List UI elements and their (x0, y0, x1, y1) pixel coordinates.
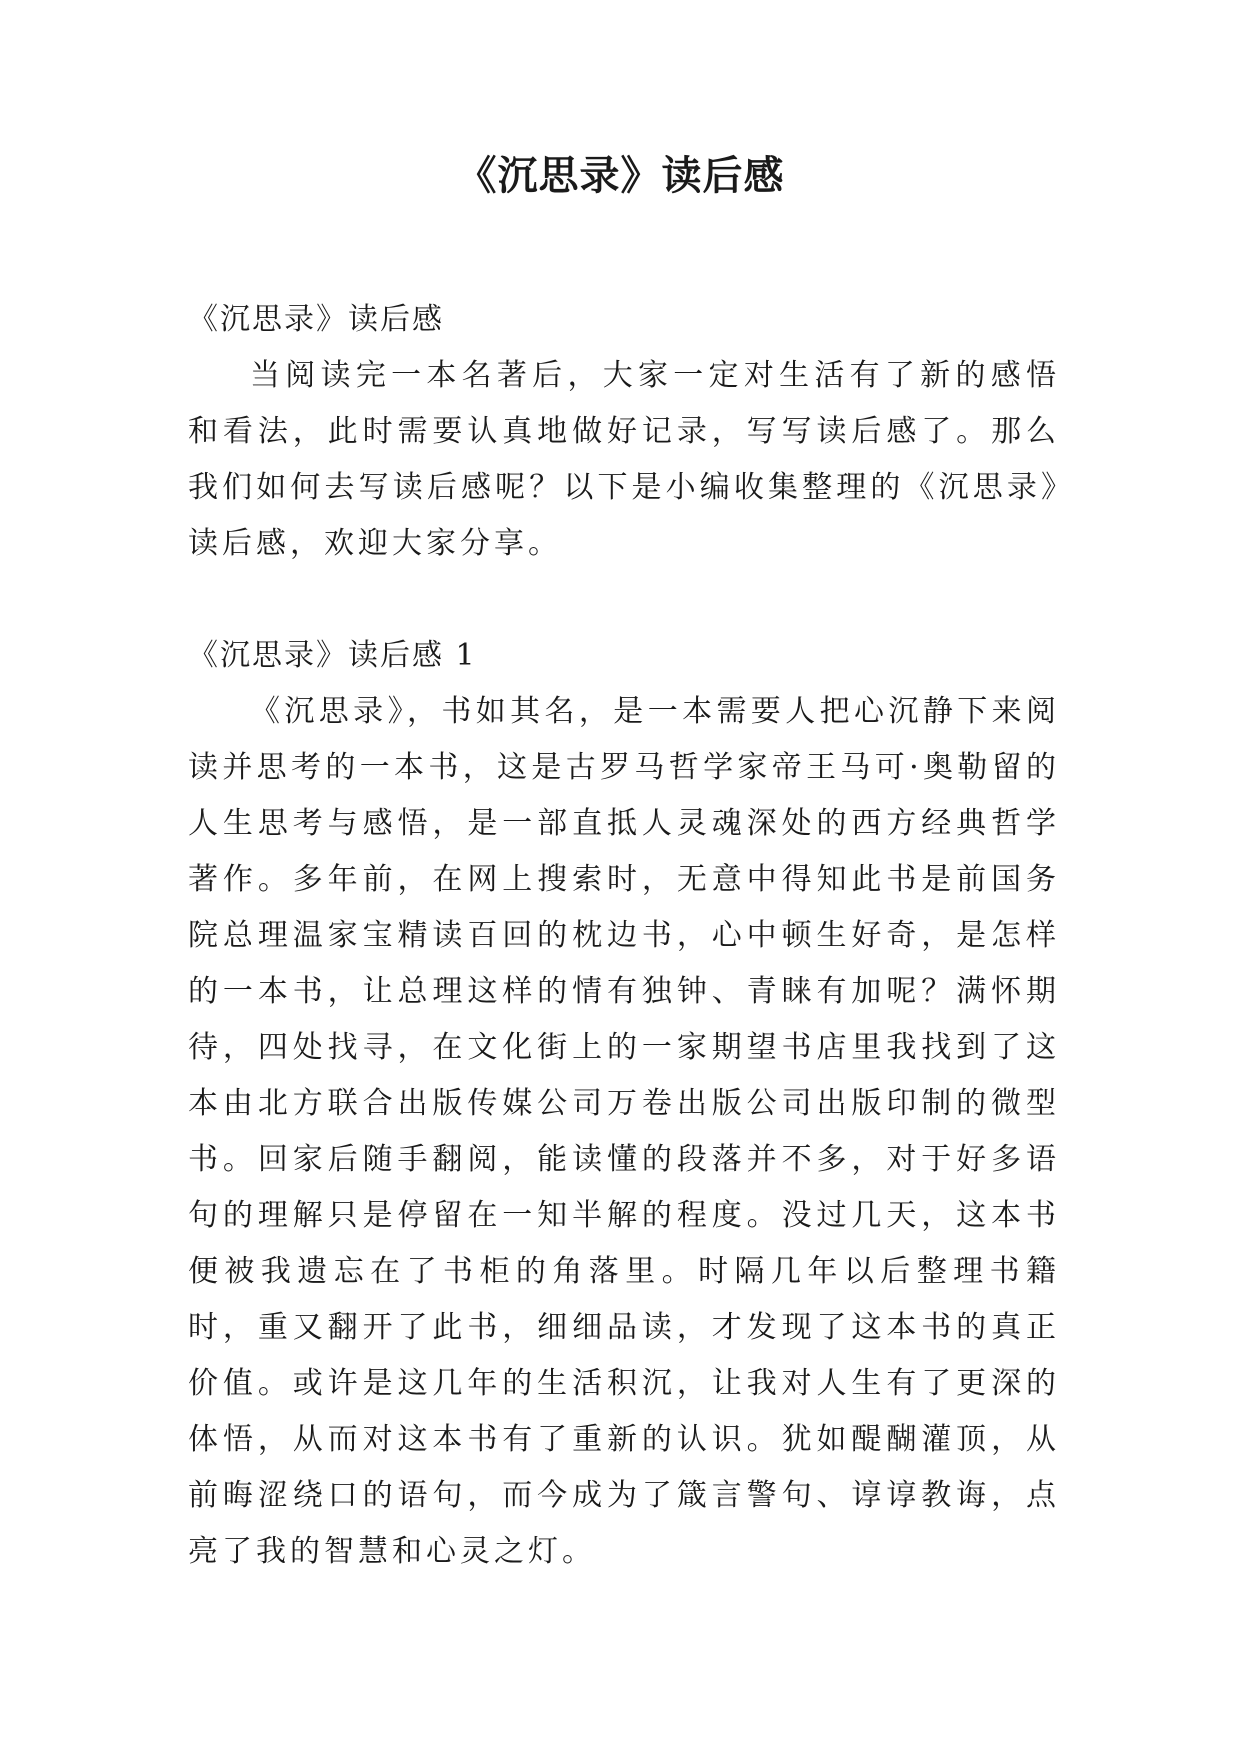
document-title: 《沉思录》读后感 (456, 152, 785, 199)
intro-paragraph: 当阅读完一本名著后，大家一定对生活有了新的感悟和看法，此时需要认真地做好记录，写写读后感了。那么我们如何去写读后感呢？以下是小编收集整理的《沉思录》读后感，欢迎大家分享。 (188, 358, 1060, 561)
paragraph-spacer (188, 572, 1060, 628)
section-1-heading: 《沉思录》读后感 1 (188, 638, 477, 673)
intro-heading: 《沉思录》读后感 (188, 302, 444, 337)
section-1-paragraph: 《沉思录》，书如其名，是一本需要人把心沉静下来阅读并思考的一本书，这是古罗马哲学家帝王马可·奥勒留的人生思考与感悟，是一部直抵人灵魂深处的西方经典哲学著作。多年前，在网上搜索时，无意中得知此书是前国务院总理温家宝精读百回的枕边书，心中顿生好奇，是怎样的一本书，让总理这样的情有独钟、青睐有加呢？满怀期待，四处找寻，在文化街上的一家期望书店里我找到了这本由北方联合出版传媒公司万卷出版公司出版印制的微型书。回家后随手翻阅，能读懂的段落并不多，对于好多语句的理解只是停留在一知半解的程度。没过几天，这本书便被我遗忘在了书柜的角落里。时隔几年以后整理书籍时，重又翻开了此书，细细品读，才发现了这本书的真正价值。或许是这几年的生活积沉，让我对人生有了更深的体悟，从而对这本书有了重新的认识。犹如醍醐灌顶，从前晦涩绕口的语句，而今成为了箴言警句、谆谆教诲，点亮了我的智慧和心灵之灯。 (188, 694, 1060, 1569)
document-body (188, 292, 1060, 1580)
